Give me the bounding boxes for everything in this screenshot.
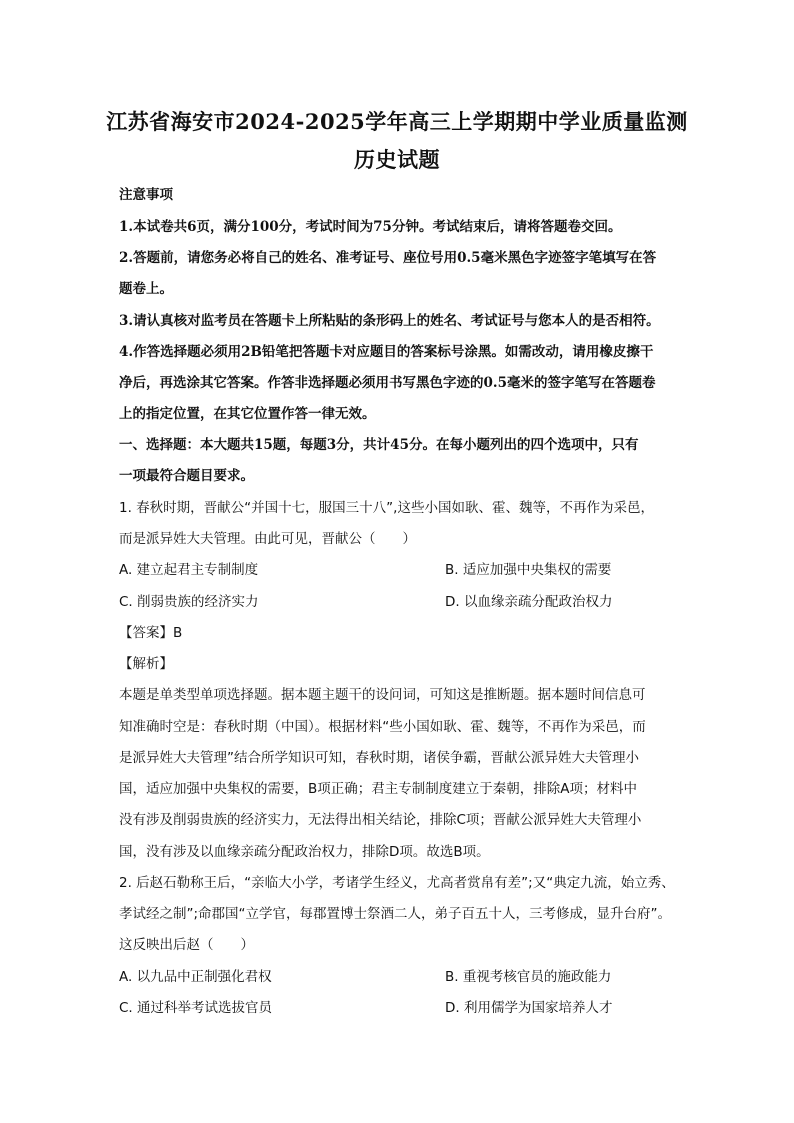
notice-item-1: 1.本试卷共6页，满分100分，考试时间为75分钟。考试结束后，请将答题卷交回。 bbox=[119, 219, 622, 235]
notice-heading: 注意事项 bbox=[119, 187, 173, 203]
notice-item-4-line-3: 上的指定位置，在其它位置作答一律无效。 bbox=[119, 406, 376, 422]
q1-analysis-line-5: 没有涉及削弱贵族的经济实力，无法得出相关结论，排除C项；晋献公派异姓大夫管理小 bbox=[119, 812, 642, 828]
notice-item-2-line-2: 题卷上。 bbox=[119, 281, 173, 297]
document-subtitle: 历史试题 bbox=[354, 147, 440, 172]
q2-option-d: D. 利用儒学为国家培养人才 bbox=[445, 1000, 613, 1016]
q1-analysis-line-3: 是派异姓大夫管理”结合所学知识可知，春秋时期，诸侯争霸，晋献公派异姓大夫管理小 bbox=[119, 750, 639, 766]
q1-analysis-line-2: 知准确时空是：春秋时期（中国）。根据材料“些小国如耿、霍、魏等，不再作为采邑，而 bbox=[119, 719, 646, 735]
notice-item-3: 3.请认真核对监考员在答题卡上所粘贴的条形码上的姓名、考试证号与您本人的是否相符。 bbox=[119, 313, 660, 329]
notice-item-2-line-1: 2.答题前，请您务必将自己的姓名、准考证号、座位号用0.5毫米黑色字迹签字笔填写在答 bbox=[119, 250, 657, 266]
q2-stem-line-1: 2. 后赵石勒称王后，“亲临大小学，考诸学生经义，尤高者赏帛有差”;又“典定九流，始立秀、 bbox=[119, 875, 675, 891]
q1-analysis-line-1: 本题是单类型单项选择题。据本题主题干的设问词，可知这是推断题。据本题时间信息可 bbox=[119, 687, 646, 703]
q1-option-b: B. 适应加强中央集权的需要 bbox=[445, 562, 612, 578]
section-heading-line-1: 一、选择题：本大题共15题，每题3分，共计45分。在每小题列出的四个选项中，只有 bbox=[119, 437, 639, 453]
q2-option-c: C. 通过科举考试选拔官员 bbox=[119, 1000, 273, 1016]
q1-analysis-line-6: 国，没有涉及以血缘亲疏分配政治权力，排除D项。故选B项。 bbox=[119, 844, 490, 860]
q1-option-a: A. 建立起君主专制制度 bbox=[119, 562, 259, 578]
q2-stem-line-2: 孝试经之制”;命郡国“立学官，每郡置博士祭酒二人，弟子百五十人，三考修成，显升台府”。 bbox=[119, 906, 672, 922]
q1-option-c: C. 削弱贵族的经济实力 bbox=[119, 594, 259, 610]
q2-stem-line-3: 这反映出后赵（ ） bbox=[119, 937, 254, 953]
q1-stem-line-1: 1. 春秋时期，晋献公“并国十七，服国三十八”,这些小国如耿、霍、魏等，不再作为采邑， bbox=[119, 500, 654, 516]
document-title: 江苏省海安市2024-2025学年高三上学期期中学业质量监测 bbox=[106, 109, 688, 134]
q1-analysis-heading: 【解析】 bbox=[119, 656, 173, 672]
notice-item-4-line-2: 净后，再选涂其它答案。作答非选择题必须用书写黑色字迹的0.5毫米的签字笔写在答题卷 bbox=[119, 375, 656, 391]
notice-item-4-line-1: 4.作答选择题必须用2B铅笔把答题卡对应题目的答案标号涂黑。如需改动，请用橡皮擦干 bbox=[119, 344, 654, 360]
q2-option-b: B. 重视考核官员的施政能力 bbox=[445, 969, 612, 985]
q1-answer: 【答案】B bbox=[119, 625, 183, 641]
q1-stem-line-2: 而是派异姓大夫管理。由此可见，晋献公（ ） bbox=[119, 531, 416, 547]
q2-option-a: A. 以九品中正制强化君权 bbox=[119, 969, 272, 985]
q1-option-d: D. 以血缘亲疏分配政治权力 bbox=[445, 594, 613, 610]
q1-analysis-line-4: 国，适应加强中央集权的需要，B项正确；君主专制制度建立于秦朝，排除A项；材料中 bbox=[119, 781, 637, 797]
section-heading-line-2: 一项最符合题目要求。 bbox=[119, 468, 254, 484]
